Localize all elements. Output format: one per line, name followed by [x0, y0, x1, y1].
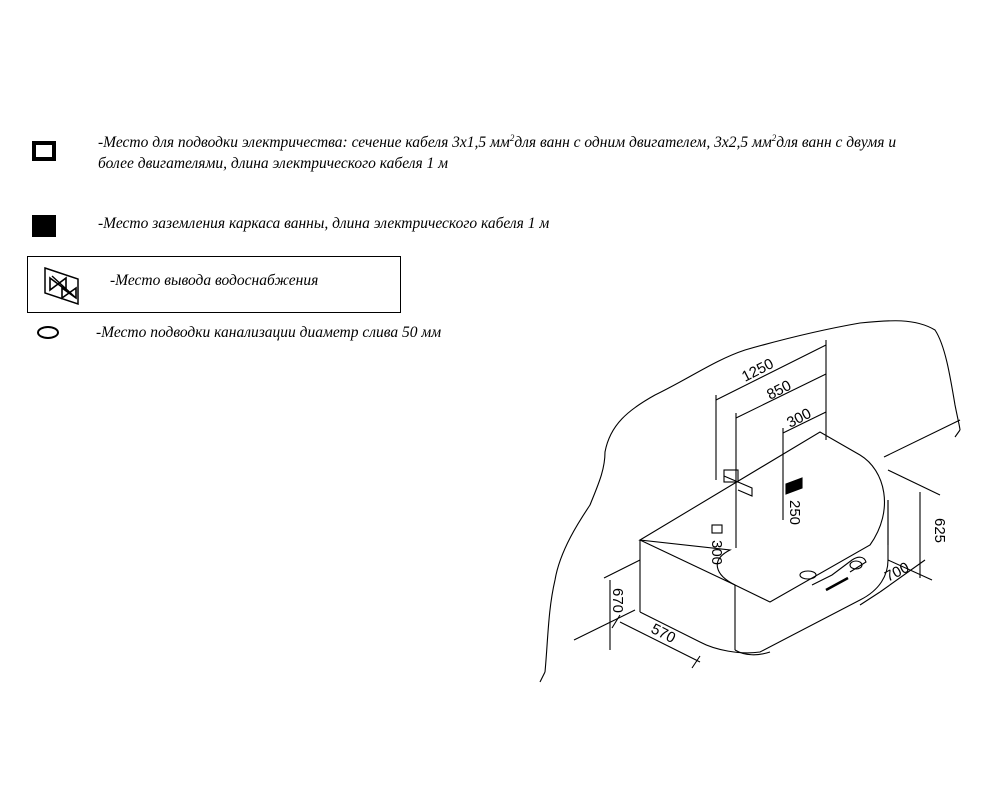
dim-670: 670 [609, 588, 626, 614]
dim-300-left: 300 [708, 540, 725, 566]
tub-rim [640, 432, 884, 602]
legend-grounding: -Место заземления каркаса ванны, длина электрического кабеля 1 м [98, 215, 550, 232]
dim-850: 850 [764, 377, 795, 404]
legend-electric: -Место для подводки электричества: сечение кабеля 3х1,5 $мм^2для$ ванн с одним двигателем, 3х2,5 $мм^2для$ ванн с двумя и более двигателями, длина электрического кабеля 1 м [98, 132, 897, 172]
dim-625: 625 [931, 518, 948, 544]
dim-570: 570 [648, 620, 679, 647]
dim-700: 700 [882, 559, 913, 586]
dim-250: 250 [786, 500, 803, 526]
dim-1250: 1250 [739, 355, 777, 386]
dim-300-top: 300 [784, 405, 815, 432]
legend-water-supply: -Место вывода водоснабжения [110, 272, 319, 289]
legend-drain: -Место подводки канализации диаметр слива 50 мм [96, 324, 442, 341]
